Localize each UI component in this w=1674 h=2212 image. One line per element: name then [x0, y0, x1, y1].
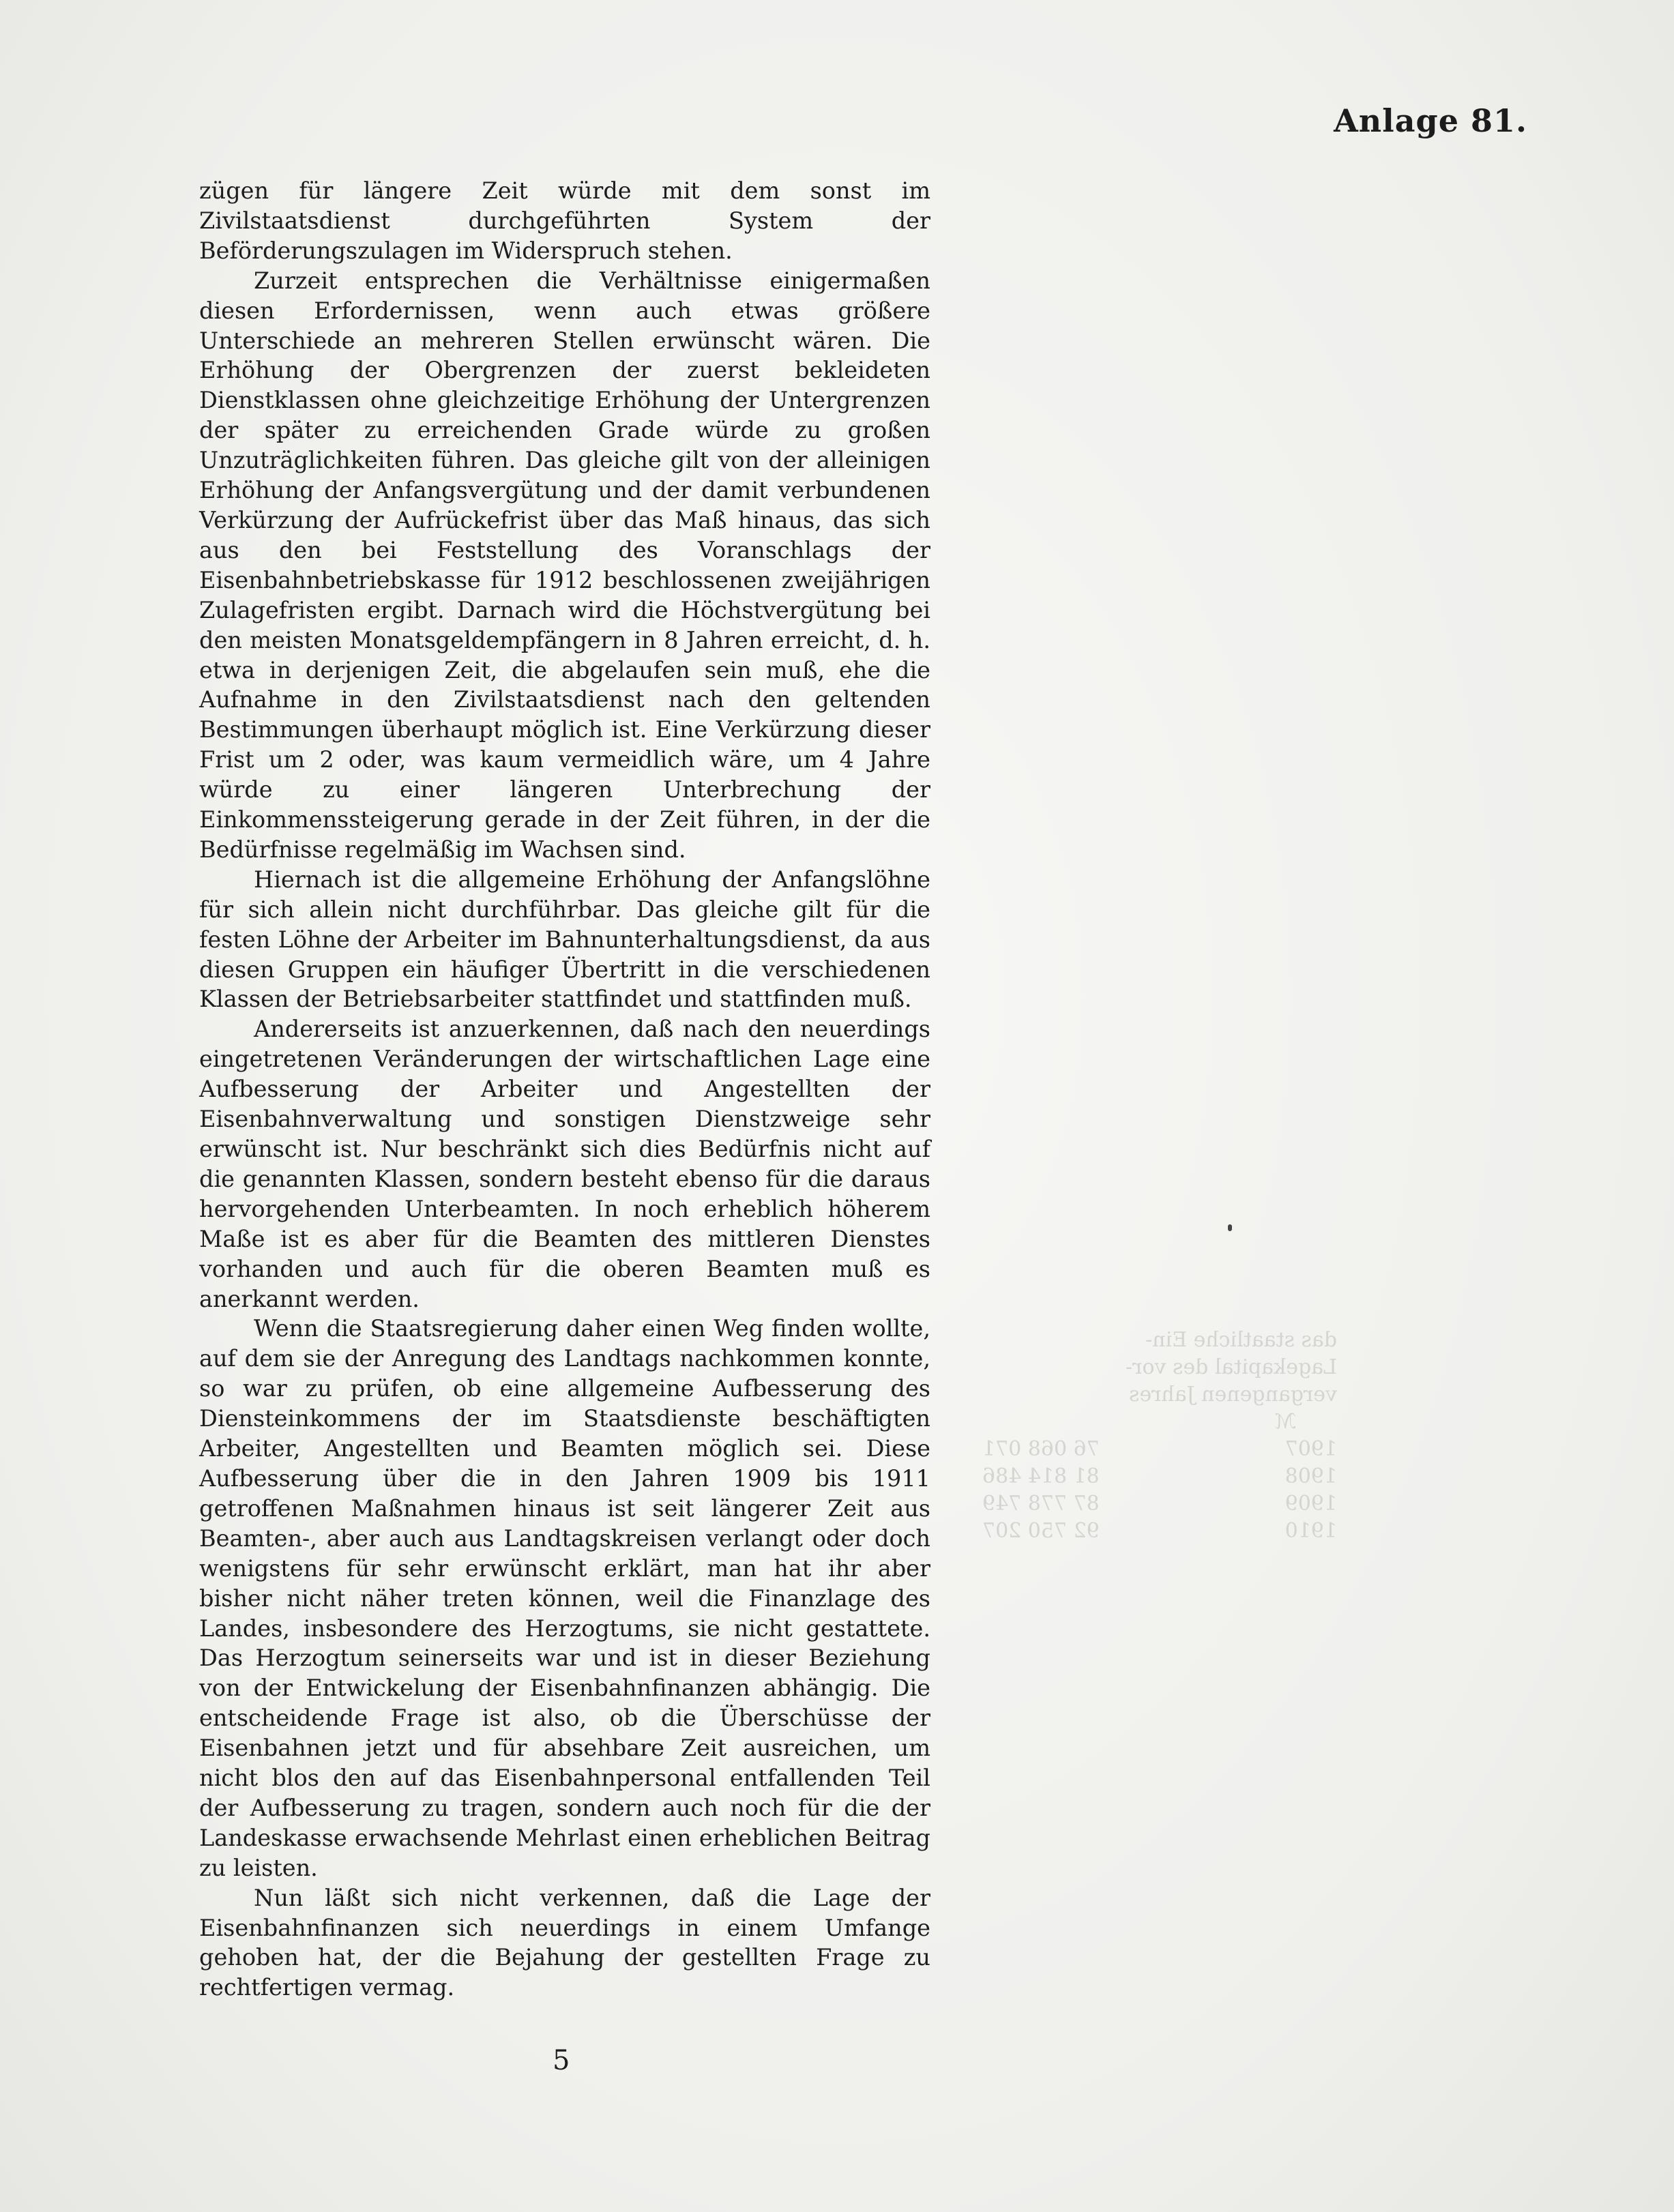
page-number: 5: [553, 2045, 570, 2076]
body-text: [199, 176, 930, 2003]
paragraph-5: Wenn die Staatsregierung daher einen Weg finden wollte, auf dem sie der Anregung des Landtags nachkommen konnte, so war zu prüfen, ob eine allgemeine Aufbesserung des Diensteinkommens der im Staatsdienste beschäftigten Arbeiter, Angestellten und Beamten möglich sei. Diese Aufbesserung über die in den Jahren 1909 bis 1911 getroffenen Maßnahmen hinaus ist seit längerer Zeit aus Beamten-, aber auch aus Landtagskreisen verlangt oder doch wenigstens für sehr erwünscht erklärt, man hat ihr aber bisher nicht näher treten können, weil die Finanzlage des Landes, insbesondere des Herzogtums, sie nicht gestattete. Das Herzogtum seinerseits war und ist in dieser Beziehung von der Entwickelung der Eisenbahnfinanzen abhängig. Die entscheidende Frage ist also, ob die Überschüsse der Eisenbahnen jetzt und für absehbare Zeit ausreichen, um nicht blos den auf das Eisenbahnpersonal entfallenden Teil der Aufbesserung zu tragen, sondern auch noch für die der Landeskasse erwachsende Mehrlast einen erheblichen Beitrag zu leisten.: [199, 1315, 930, 1881]
show-through-year: 1910: [1284, 1519, 1337, 1543]
show-through-row: [982, 1463, 1337, 1490]
show-through-year: 1909: [1284, 1492, 1337, 1516]
show-through-table: [982, 1327, 1337, 1545]
show-through-value: 81 814 486: [982, 1464, 1100, 1488]
show-through-year: 1907: [1284, 1437, 1337, 1461]
paragraph-4: Andererseits ist anzuerkennen, daß nach den neuerdings eingetretenen Veränderungen der wirtschaftlichen Lage eine Aufbesserung der Arbeiter und Angestellten der Eisenbahnverwaltung und sonstigen Dienstzweige sehr erwünscht ist. Nur beschränkt sich dies Bedürfnis nicht auf die genannten Klassen, sondern besteht ebenso für die daraus hervorgehenden Unterbeamten. In noch erheblich höherem Maße ist es aber für die Beamten des mittleren Dienstes vorhanden und auch für die oberen Beamten muß es anerkannt werden.: [199, 1016, 930, 1312]
show-through-heading-2: Lagekapital des vor-: [1125, 1355, 1337, 1379]
paragraph-2: Zurzeit entsprechen die Verhältnisse einigermaßen diesen Erfordernissen, wenn auch etwas größere Unterschiede an mehreren Stellen erwünscht wären. Die Erhöhung der Obergrenzen der zuerst bekleideten Dienstklassen ohne gleichzeitige Erhöhung der Untergrenzen der später zu erreichenden Grade würde zu großen Unzuträglichkeiten führen. Das gleiche gilt von der alleinigen Erhöhung der Anfangsvergütung und der damit verbundenen Verkürzung der Aufrückefrist über das Maß hinaus, das sich aus den bei Feststellung des Voranschlags der Eisenbahnbetriebskasse für 1912 beschlossenen zweijährigen Zulagefristen ergibt. Darnach wird die Höchstvergütung bei den meisten Monatsgeldempfängern in 8 Jahren erreicht, d. h. etwa in derjenigen Zeit, die abgelaufen sein muß, ehe die Aufnahme in den Zivilstaatsdienst nach den geltenden Bestimmungen überhaupt möglich ist. Eine Verkürzung dieser Frist um 2 oder, was kaum vermeidlich wäre, um 4 Jahre würde zu einer längeren Unterbrechung der Einkommenssteigerung gerade in der Zeit führen, in der die Bedürfnisse regelmäßig im Wachsen sind.: [199, 267, 930, 863]
show-through-year: 1908: [1284, 1464, 1337, 1488]
ink-speck: [1228, 1224, 1232, 1231]
annex-label: Anlage 81.: [1334, 102, 1527, 139]
show-through-row: [982, 1490, 1337, 1518]
show-through-row: [982, 1436, 1337, 1463]
show-through-unit: ℳ: [1274, 1410, 1296, 1434]
show-through-value: 87 778 749: [982, 1492, 1100, 1516]
show-through-value: 76 068 071: [982, 1437, 1100, 1461]
show-through-value: 92 750 207: [982, 1519, 1100, 1543]
paragraph-3: Hiernach ist die allgemeine Erhöhung der Anfangslöhne für sich allein nicht durchführbar. Das gleiche gilt für die festen Löhne der Arbeiter im Bahnunterhaltungsdienst, da aus diesen Gruppen ein häufiger Übertritt in die verschiedenen Klassen der Betriebsarbeiter stattfindet und stattfinden muß.: [199, 866, 930, 1013]
show-through-row: [982, 1518, 1337, 1545]
paragraph-1: zügen für längere Zeit würde mit dem sonst im Zivilstaatsdienst durchgeführten System der Beförderungszulagen im Widerspruch stehen.: [199, 177, 930, 264]
show-through-heading-3: vergangenen Jahres: [1128, 1383, 1337, 1406]
show-through-heading-1: das staatliche Ein-: [1145, 1328, 1337, 1352]
paragraph-6: Nun läßt sich nicht verkennen, daß die Lage der Eisenbahnfinanzen sich neuerdings in einem Umfange gehoben hat, der die Bejahung der gestellten Frage zu rechtfertigen vermag.: [199, 1884, 930, 2001]
